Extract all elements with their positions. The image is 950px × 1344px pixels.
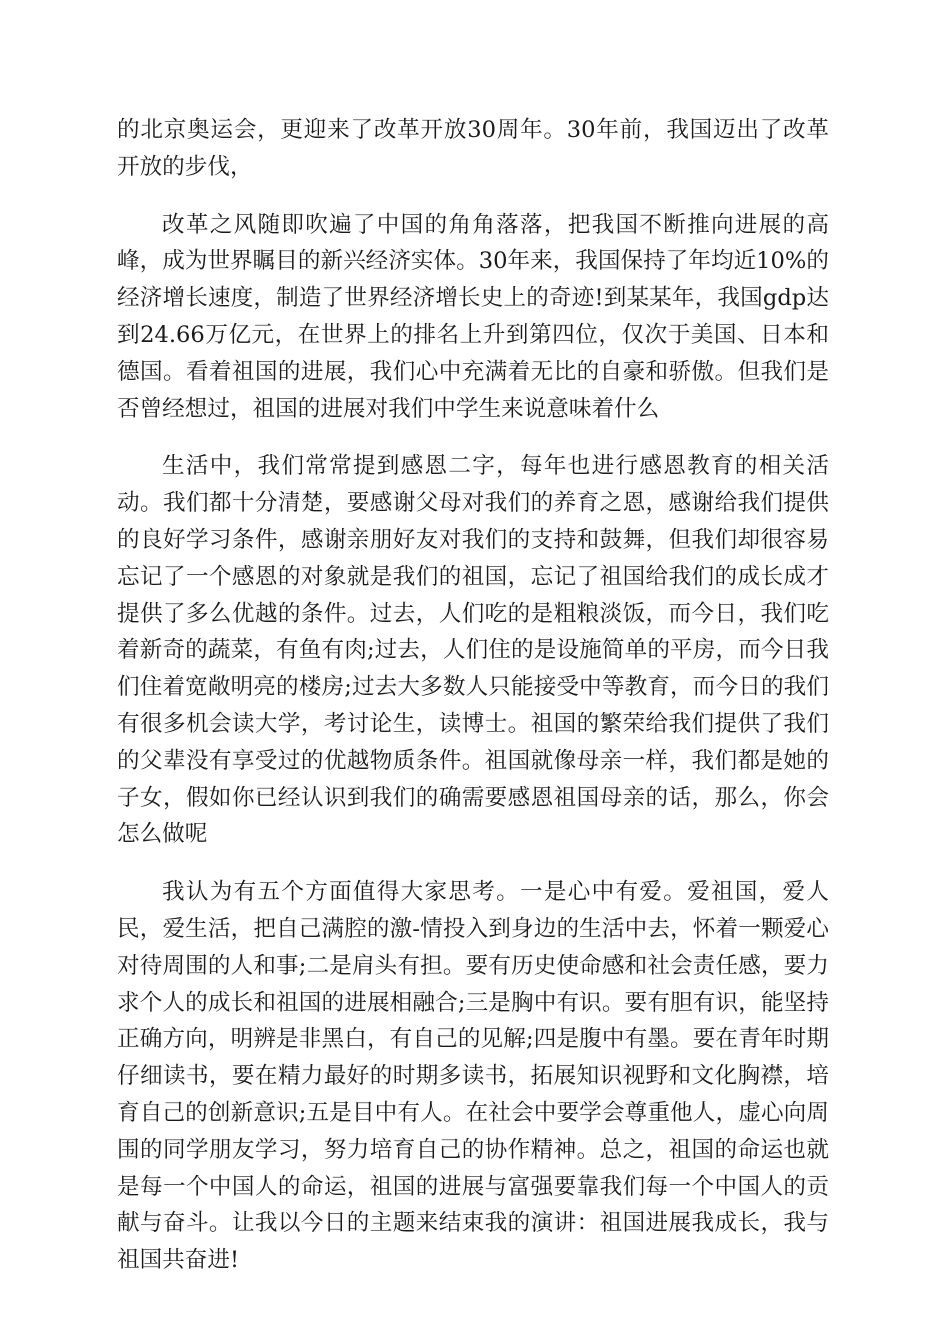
paragraph-continued: 的北京奥运会，更迎来了改革开放30周年。30年前，我国迈出了改革开放的步伐， — [117, 117, 829, 180]
paragraph-reform: 改革之风随即吹遍了中国的角角落落，把我国不断推向进展的高峰，成为世界瞩目的新兴经济实体。30年来，我国保持了年均近10%的经济增长速度，制造了世界经济增长史上的奇迹!到某某年，我国gdp达到24.66万亿元，在世界上的排名上升到第四位，仅次于美国、日本和德国。看着祖国的进展，我们心中充满着无比的自豪和骄傲。但我们是否曾经想过，祖国的进展对我们中学生来说意味着什么 — [117, 211, 829, 422]
paragraph-gratitude: 生活中，我们常常提到感恩二字，每年也进行感恩教育的相关活动。我们都十分清楚，要感谢父母对我们的养育之恩，感谢给我们提供的良好学习条件，感谢亲朋好友对我们的支持和鼓舞，但我们却很容易忘记了一个感恩的对象就是我们的祖国，忘记了祖国给我们的成长成才提供了多么优越的条件。过去，人们吃的是粗粮淡饭，而今日，我们吃着新奇的蔬菜，有鱼有肉;过去，人们住的是设施简单的平房，而今日我们住着宽敞明亮的楼房;过去大多数人只能接受中等教育，而今日的我们有很多机会读大学，考讨论生，读博士。祖国的繁荣给我们提供了我们的父辈没有享受过的优越物质条件。祖国就像母亲一样，我们都是她的子女，假如你已经认识到我们的确需要感恩祖国母亲的话，那么，你会怎么做呢 — [117, 453, 829, 848]
document-body — [117, 112, 829, 1279]
paragraph-five-aspects: 我认为有五个方面值得大家思考。一是心中有爱。爱祖国，爱人民，爱生活，把自己满腔的激-情投入到身边的生活中去，怀着一颗爱心对待周围的人和事;二是肩头有担。要有历史使命感和社会责任感，要力求个人的成长和祖国的进展相融合;三是胸中有识。要有胆有识，能坚持正确方向，明辨是非黑白，有自己的见解;四是腹中有墨。要在青年时期仔细读书，要在精力最好的时期多读书，拓展知识视野和文化胸襟，培育自己的创新意识;五是目中有人。在社会中要学会尊重他人，虚心向周围的同学朋友学习，努力培育自己的协作精神。总之，祖国的命运也就是每一个中国人的命运，祖国的进展与富强要靠我们每一个中国人的贡献与奋斗。让我以今日的主题来结束我的演讲：祖国进展我成长，我与祖国共奋进! — [117, 879, 829, 1274]
